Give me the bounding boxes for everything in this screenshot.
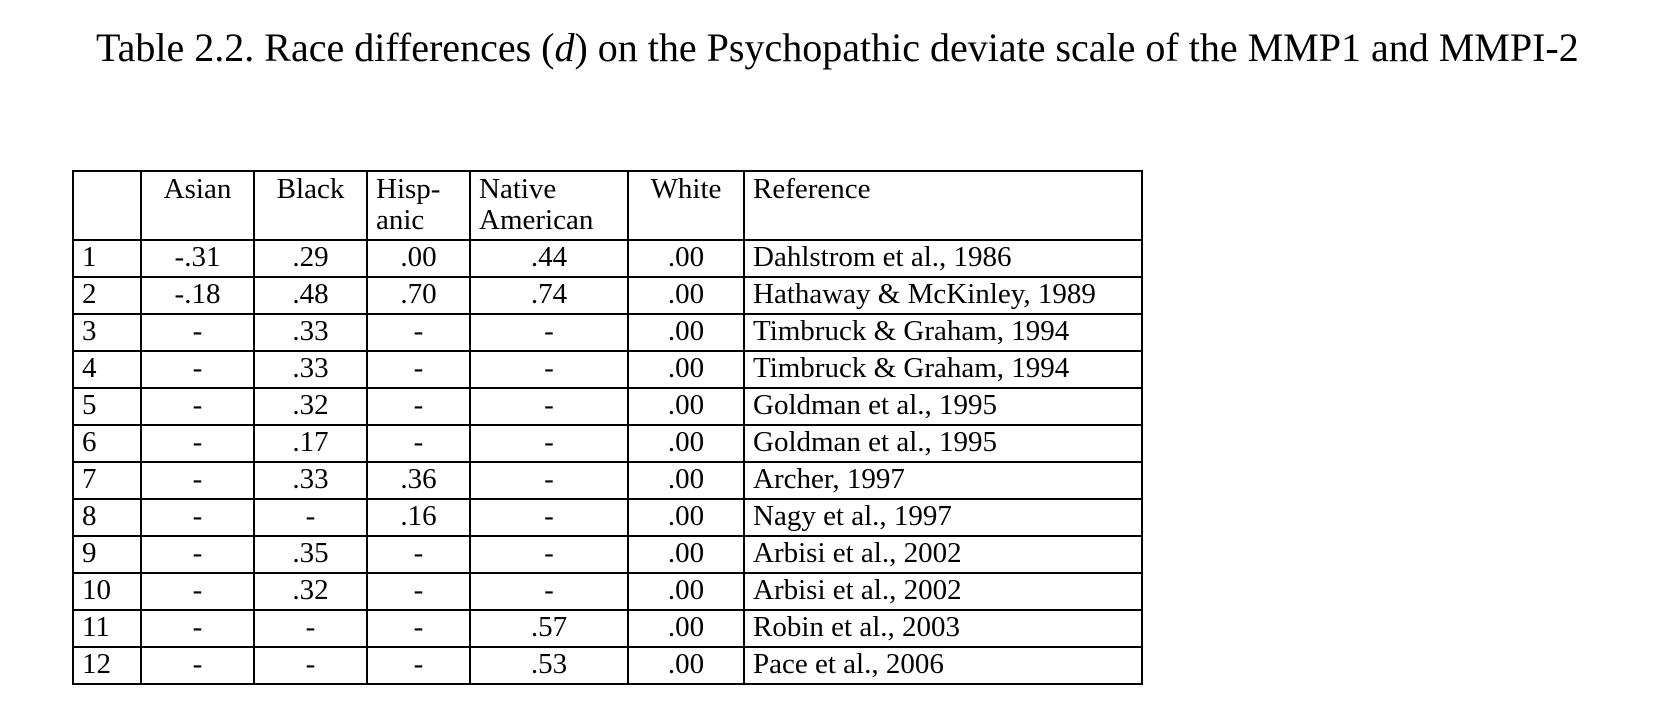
cell-black: .48 xyxy=(254,277,367,314)
cell-asian: - xyxy=(141,314,254,351)
cell-white: .00 xyxy=(628,462,744,499)
table-row xyxy=(73,351,1142,388)
header-black: Black xyxy=(254,171,367,240)
header-row xyxy=(73,171,1142,240)
cell-white: .00 xyxy=(628,499,744,536)
cell-native-american: .74 xyxy=(470,277,628,314)
cell-hispanic: - xyxy=(367,351,470,388)
table-row xyxy=(73,277,1142,314)
cell-num: 1 xyxy=(73,240,141,277)
cell-native-american: - xyxy=(470,462,628,499)
cell-reference: Dahlstrom et al., 1986 xyxy=(744,240,1142,277)
table-row xyxy=(73,425,1142,462)
cell-num: 4 xyxy=(73,351,141,388)
header-hispanic xyxy=(367,171,470,240)
cell-native-american: - xyxy=(470,388,628,425)
header-white: White xyxy=(628,171,744,240)
cell-reference: Goldman et al., 1995 xyxy=(744,425,1142,462)
cell-reference: Arbisi et al., 2002 xyxy=(744,536,1142,573)
cell-num: 7 xyxy=(73,462,141,499)
cell-num: 6 xyxy=(73,425,141,462)
cell-native-american: - xyxy=(470,573,628,610)
cell-native-american: - xyxy=(470,314,628,351)
cell-black: .17 xyxy=(254,425,367,462)
cell-num: 12 xyxy=(73,647,141,684)
cell-reference: Nagy et al., 1997 xyxy=(744,499,1142,536)
table-row xyxy=(73,240,1142,277)
header-native-line1: Native xyxy=(479,173,557,205)
header-hispanic-line2: anic xyxy=(376,204,425,237)
table-title xyxy=(96,24,1579,72)
cell-asian: - xyxy=(141,351,254,388)
cell-native-american: - xyxy=(470,351,628,388)
cell-native-american: - xyxy=(470,536,628,573)
cell-num: 8 xyxy=(73,499,141,536)
table-row xyxy=(73,314,1142,351)
cell-reference: Archer, 1997 xyxy=(744,462,1142,499)
header-reference: Reference xyxy=(744,171,1142,240)
cell-reference: Timbruck & Graham, 1994 xyxy=(744,351,1142,388)
header-hispanic-line1: Hisp- xyxy=(376,173,441,205)
cell-reference: Pace et al., 2006 xyxy=(744,647,1142,684)
header-native-american xyxy=(470,171,628,240)
cell-black: .33 xyxy=(254,351,367,388)
cell-asian: - xyxy=(141,388,254,425)
cell-white: .00 xyxy=(628,277,744,314)
cell-asian: - xyxy=(141,499,254,536)
cell-hispanic: - xyxy=(367,647,470,684)
cell-black: - xyxy=(254,499,367,536)
cell-reference: Hathaway & McKinley, 1989 xyxy=(744,277,1142,314)
table-row xyxy=(73,573,1142,610)
cell-black: .33 xyxy=(254,462,367,499)
cell-hispanic: - xyxy=(367,610,470,647)
cell-hispanic: - xyxy=(367,388,470,425)
cell-num: 9 xyxy=(73,536,141,573)
table-body xyxy=(73,240,1142,684)
cell-asian: - xyxy=(141,610,254,647)
header-num xyxy=(73,171,141,240)
cell-black: - xyxy=(254,647,367,684)
cell-black: .29 xyxy=(254,240,367,277)
cell-asian: - xyxy=(141,536,254,573)
cell-hispanic: .16 xyxy=(367,499,470,536)
race-differences-table xyxy=(72,170,1143,685)
cell-white: .00 xyxy=(628,536,744,573)
cell-white: .00 xyxy=(628,240,744,277)
cell-num: 10 xyxy=(73,573,141,610)
table-row xyxy=(73,610,1142,647)
cell-hispanic: - xyxy=(367,425,470,462)
cell-hispanic: - xyxy=(367,573,470,610)
cell-hispanic: - xyxy=(367,536,470,573)
cell-white: .00 xyxy=(628,425,744,462)
cell-black: - xyxy=(254,610,367,647)
cell-white: .00 xyxy=(628,610,744,647)
table-header xyxy=(73,171,1142,240)
cell-hispanic: - xyxy=(367,314,470,351)
cell-white: .00 xyxy=(628,573,744,610)
cell-native-american: .44 xyxy=(470,240,628,277)
cell-asian: - xyxy=(141,462,254,499)
cell-native-american: - xyxy=(470,425,628,462)
cell-native-american: .57 xyxy=(470,610,628,647)
cell-asian: - xyxy=(141,425,254,462)
table-title-suffix: ) on the Psychopathic deviate scale of the MMP1 and MMPI-2 xyxy=(574,25,1579,70)
cell-asian: -.18 xyxy=(141,277,254,314)
cell-white: .00 xyxy=(628,647,744,684)
cell-asian: -.31 xyxy=(141,240,254,277)
table-row xyxy=(73,536,1142,573)
table-title-variable: d xyxy=(554,25,575,70)
table-row xyxy=(73,647,1142,684)
cell-black: .33 xyxy=(254,314,367,351)
table-row xyxy=(73,388,1142,425)
cell-black: .32 xyxy=(254,573,367,610)
cell-hispanic: .70 xyxy=(367,277,470,314)
header-asian: Asian xyxy=(141,171,254,240)
cell-white: .00 xyxy=(628,351,744,388)
cell-native-american: - xyxy=(470,499,628,536)
cell-white: .00 xyxy=(628,314,744,351)
cell-num: 11 xyxy=(73,610,141,647)
cell-asian: - xyxy=(141,573,254,610)
cell-reference: Timbruck & Graham, 1994 xyxy=(744,314,1142,351)
cell-num: 2 xyxy=(73,277,141,314)
cell-reference: Goldman et al., 1995 xyxy=(744,388,1142,425)
cell-asian: - xyxy=(141,647,254,684)
cell-num: 5 xyxy=(73,388,141,425)
cell-native-american: .53 xyxy=(470,647,628,684)
table-row xyxy=(73,499,1142,536)
cell-black: .32 xyxy=(254,388,367,425)
cell-reference: Robin et al., 2003 xyxy=(744,610,1142,647)
cell-white: .00 xyxy=(628,388,744,425)
cell-hispanic: .00 xyxy=(367,240,470,277)
cell-reference: Arbisi et al., 2002 xyxy=(744,573,1142,610)
table-row xyxy=(73,462,1142,499)
cell-num: 3 xyxy=(73,314,141,351)
header-native-line2: American xyxy=(479,204,594,237)
table-title-prefix: Table 2.2. Race differences ( xyxy=(96,25,555,70)
cell-black: .35 xyxy=(254,536,367,573)
cell-hispanic: .36 xyxy=(367,462,470,499)
